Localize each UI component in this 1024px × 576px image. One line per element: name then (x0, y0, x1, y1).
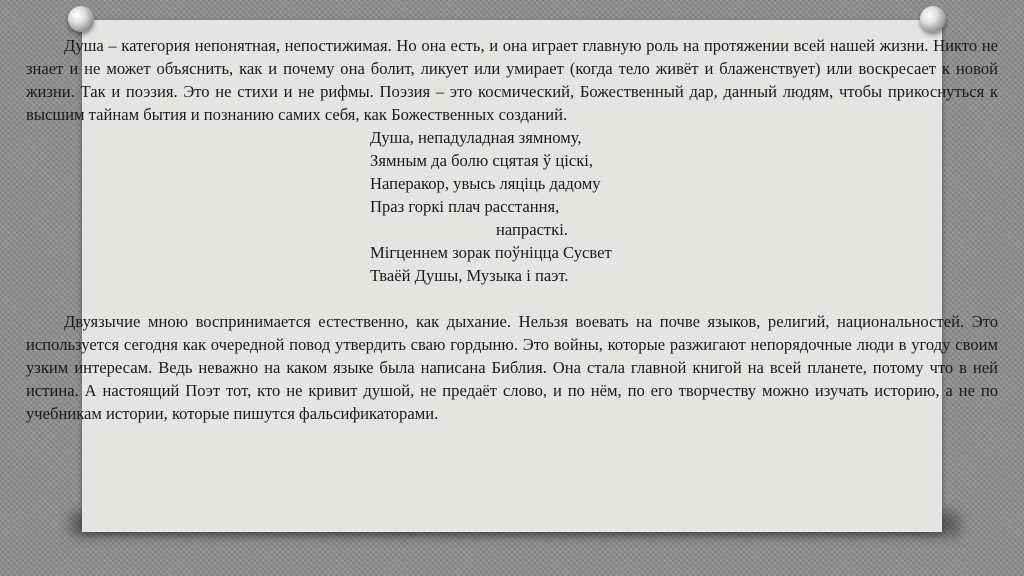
paragraph-soul: Душа – категория непонятная, непостижимая. Но она есть, и она играет главную роль на протяжении всей нашей жизни. Никто не знает и не может объяснить, как и почему она болит, ликует или умирает (когда тело живёт и блаженствует) или воскресает к новой жизни. Так и поэзия. Это не стихи и не рифмы. Поэзия – это космический, Божественный дар, данный людям, чтобы прикоснуться к высшим тайнам бытия и познанию самих себя, как Божественных созданий. (26, 36, 998, 124)
document-body (26, 34, 998, 425)
pushpin-left-icon (68, 6, 94, 32)
spacer (26, 287, 998, 310)
poem-line-4: Праз горкі плач расстання, (370, 197, 560, 216)
pushpin-right-icon (920, 6, 946, 32)
poem (370, 126, 998, 287)
poem-line-2: Зямным да болю сцятая ў ціскі, (370, 151, 594, 170)
poem-line-7: Тваёй Душы, Музыка і паэт. (370, 266, 569, 285)
poem-line-1: Душа, непадуладная зямному, (370, 128, 582, 147)
paragraph-bilingualism: Двуязычие мною воспринимается естественно, как дыхание. Нельзя воевать на почве языков, религий, национальностей. Это используется сегодня как очередной повод утвердить сваю гордыню. Это войны, которые разжигают непорядочные люди в угоду своим узким интересам. Ведь неважно на каком языке была написана Библия. Она стала главной книгой на всей планете, потому что в ней истина. А настоящий Поэт тот, кто не кривит душой, не предаёт слово, и по нём, по его творчеству можно изучать историю, а не по учебникам истории, которые пишутся фальсификаторами. (26, 312, 998, 423)
poem-line-3: Наперакор, увысь ляціць дадому (370, 174, 601, 193)
poem-line-5: напрасткі. (496, 220, 569, 239)
poem-line-6: Мігценнем зорак поўніцца Сусвет (370, 243, 612, 262)
